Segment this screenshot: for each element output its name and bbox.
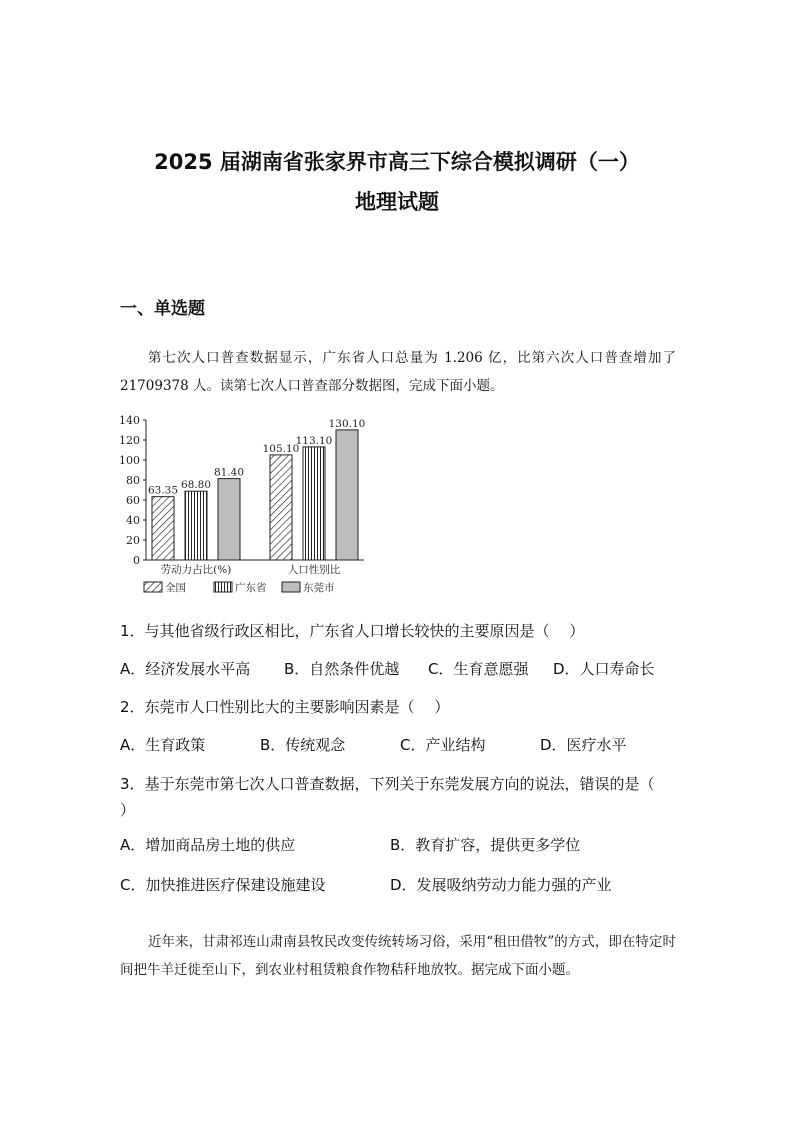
question-1-option-d[interactable]: D．人口寿命长: [553, 660, 655, 678]
y-tick-label: 20: [126, 534, 140, 547]
bar-data-label: 113.10: [295, 434, 333, 447]
bar-data-label: 130.10: [328, 417, 366, 430]
question-3-option-c[interactable]: C．加快推进医疗保建设施建设: [120, 876, 326, 894]
bar: [218, 479, 240, 560]
bar: [152, 497, 174, 560]
x-category-label: 劳动力占比(%): [160, 564, 232, 576]
legend-label: 东莞市: [303, 582, 335, 594]
legend-label: 全国: [165, 582, 186, 594]
question-1-option-b[interactable]: B．自然条件优越: [284, 660, 400, 678]
y-tick-label: 100: [119, 454, 140, 467]
population-bar-chart: [112, 412, 372, 602]
y-tick-label: 80: [126, 474, 140, 487]
bar-data-label: 68.80: [180, 479, 212, 492]
question-2-option-b[interactable]: B．传统观念: [260, 736, 346, 754]
y-tick-label: 120: [119, 434, 140, 447]
legend-swatch: [282, 582, 300, 592]
question-2-option-a[interactable]: A．生育政策: [120, 736, 206, 754]
question-3-stem: 3．基于东莞市第七次人口普查数据，下列关于东莞发展方向的说法，错误的是（ ）: [120, 775, 675, 819]
bar-data-label: 81.40: [213, 466, 245, 479]
bar: [336, 430, 358, 560]
section-heading: 一、单选题: [120, 299, 205, 319]
y-tick-label: 60: [126, 494, 140, 507]
question-1-stem: 1．与其他省级行政区相比，广东省人口增长较快的主要原因是（ ）: [120, 622, 585, 640]
question-2-option-d[interactable]: D．医疗水平: [540, 736, 627, 754]
y-tick-label: 0: [133, 554, 140, 567]
question-3-option-d[interactable]: D．发展吸纳劳动力能力强的产业: [390, 876, 612, 894]
bar: [185, 491, 207, 560]
document-subtitle: 地理试题: [355, 190, 439, 214]
document-title: 2025 届湖南省张家界市高三下综合模拟调研（一）: [154, 150, 640, 174]
intro-paragraph-2: 近年来，甘肃祁连山肃南县牧民改变传统转场习俗，采用“租田借牧”的方式，即在特定时间把牛羊迁徙至山下，到农业村租赁粮食作物秸秆地放牧。据完成下面小题。: [120, 934, 676, 978]
question-1-option-a[interactable]: A．经济发展水平高: [120, 660, 251, 678]
question-2-stem: 2．东莞市人口性别比大的主要影响因素是（ ）: [120, 698, 450, 716]
bar-data-label: 63.35: [147, 484, 179, 497]
y-tick-label: 40: [126, 514, 140, 527]
chart-plot-area: [119, 414, 365, 594]
bar: [270, 455, 292, 560]
x-category-label: 人口性别比: [287, 564, 341, 576]
question-2-option-c[interactable]: C．产业结构: [400, 736, 486, 754]
y-tick-label: 140: [119, 414, 140, 427]
bar: [303, 447, 325, 560]
legend-swatch: [214, 582, 232, 592]
question-3-option-b[interactable]: B．教育扩容，提供更多学位: [390, 836, 581, 854]
question-3-option-a[interactable]: A．增加商品房土地的供应: [120, 836, 296, 854]
legend-swatch: [144, 582, 162, 592]
question-1-option-c[interactable]: C．生育意愿强: [428, 660, 529, 678]
intro-paragraph: 第七次人口普查数据显示，广东省人口总量为 1.206 亿，比第六次人口普查增加了 21709378 人。读第七次人口普查部分数据图，完成下面小题。: [120, 350, 676, 394]
legend-label: 广东省: [235, 582, 267, 594]
bar-data-label: 105.10: [262, 442, 300, 455]
